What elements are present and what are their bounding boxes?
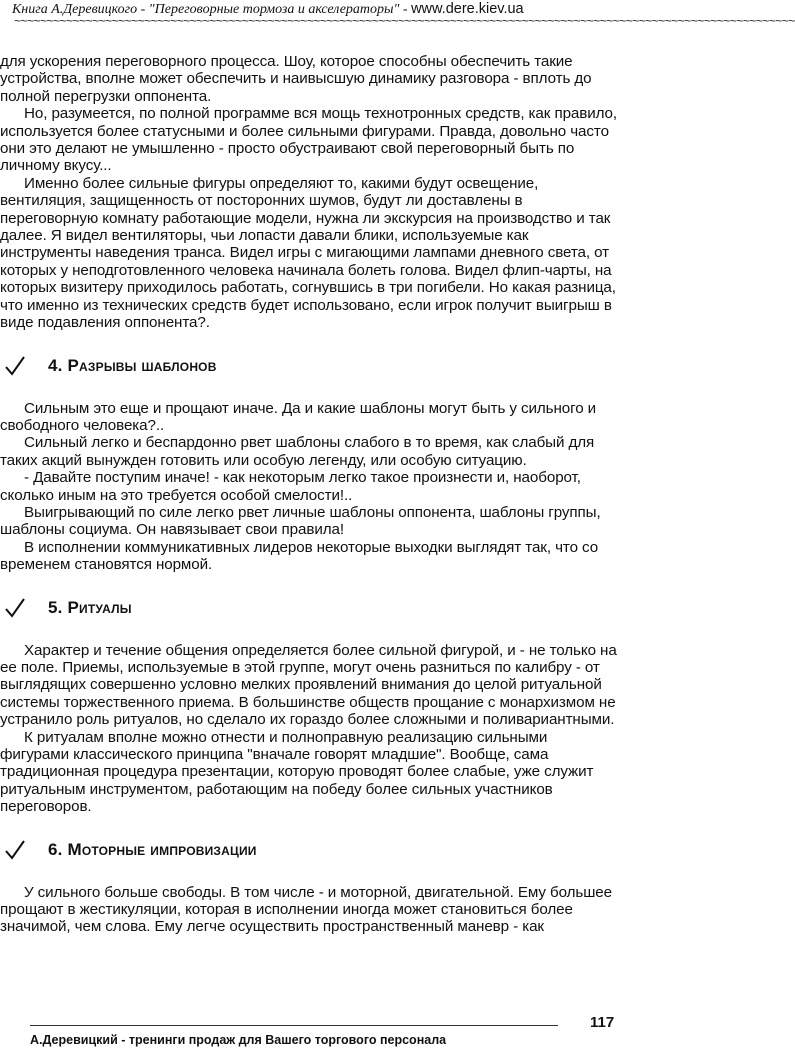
intro-paragraph: Но, разумеется, по полной программе вся мощь технотронных средств, как правило, используется более статусными и более сильными фигурами. Правда, довольно часто они это делают не умышленно - просто обустраивают свой переговорный быть по личному вкусу... bbox=[0, 105, 618, 175]
section-paragraph: Сильный легко и беспардонно рвет шаблоны слабого в то время, как слабый для таких акций вынужден готовить или особую легенду, или особую ситуацию. bbox=[0, 434, 595, 469]
page-number: 117 bbox=[590, 1014, 615, 1031]
section-heading-4 bbox=[0, 346, 618, 386]
section-title: 5. Ритуалы bbox=[48, 597, 132, 617]
body-text bbox=[0, 53, 618, 936]
section-title: 6. Моторные импровизации bbox=[48, 839, 257, 859]
section-paragraph: В исполнении коммуникативных лидеров некоторые выходки выглядят так, что со временем становятся нормой. bbox=[0, 538, 599, 574]
section-paragraph: Сильным это еще и прощают иначе. Да и какие шаблоны могут быть у сильного и свободного человека?.. bbox=[0, 399, 597, 434]
book-title: Книга А.Деревицкого - "Переговорные тормоза и акселераторы" - bbox=[12, 2, 412, 17]
section-paragraph: - Давайте поступим иначе! - как некоторым легко такое произнести и, наоборот, сколько иным на это требуется особой смелости!.. bbox=[0, 469, 581, 504]
intro-paragraph: для ускорения переговорного процесса. Шоу, которое способны обеспечить такие устройства, вполне может обеспечить и наивысшую динамику разговора - вплоть до полной перегрузки оппонента. bbox=[0, 53, 592, 105]
footer-divider bbox=[30, 1025, 558, 1026]
checkmark-icon bbox=[4, 839, 26, 861]
intro-paragraph: Именно более сильные фигуры определяют то, какими будут освещение, вентиляция, защищенность от посторонних шумов, будут ли доставлены в переговорную комнату работающие модели, нужна ли экскурсия на производство и так далее. Я видел вентиляторы, чьи лопасти давали блики, используемые как инструменты наведения транса. Видел игры с мигающими лампами дневного света, от которых у неподготовленного человека начинала болеть голова. Видел флип-чарты, на которых визитеру приходилось работать, согнувшись в три погибели. Но какая разница, что именно из технических средств будет использовано, если игрок получит выигрыш в виде подавления оппонента?. bbox=[0, 174, 616, 332]
section-heading-5 bbox=[0, 588, 618, 628]
section-paragraph: Характер и течение общения определяется более сильной фигурой, и - не только на ее поле. Приемы, используемые в этой группе, могут очень разниться по калибру - от выглядящих совершенно условно мелких проявлений внимания до целой ритуальной системы торжественного приема. В большинстве обществ прощание с монархизмом не устранило роль ритуалов, но сделало их гораздо более сложными и поливариантными. bbox=[0, 641, 617, 729]
checkmark-icon bbox=[4, 597, 26, 619]
section-heading-6 bbox=[0, 830, 618, 870]
section-paragraph: К ритуалам вполне можно отнести и полноправную реализацию сильными фигурами классического принципа "вначале говорят младшие". Вообще, сама традиционная процедура презентации, которую проводят более слабые, уже служит ритуальным инструментом, работающим на победу более сильных участников переговоров. bbox=[0, 728, 594, 816]
site-link[interactable]: www.dere.kiev.ua bbox=[411, 1, 524, 17]
section-paragraph: У сильного больше свободы. В том числе - и моторной, двигательной. Ему большее прощают в жестикуляции, которая в исполнении иногда может становиться более значимой, чем слова. Ему легче осуществить пространственный маневр - как bbox=[0, 883, 612, 936]
checkmark-icon bbox=[4, 355, 26, 377]
section-paragraph: Выигрывающий по силе легко рвет личные шаблоны оппонента, шаблоны группы, шаблоны социума. Он навязывает свои правила! bbox=[0, 503, 601, 539]
footer-text: А.Деревицкий - тренинги продаж для Вашего торгового персонала bbox=[30, 1033, 447, 1047]
header-tilde-rule: ~~~~~~~~~~~~~~~~~~~~~~~~~~~~~~~~~~~~~~~~~~~~~~~~~~~~~~~~~~~~~~~~~~~~~~~~~~~~~~~~~~~~~~~~~~~~~~~~~~~~~~~~~~~~~~~~~~~~~~~~ bbox=[14, 14, 795, 28]
section-title: 4. Разрывы шаблонов bbox=[48, 355, 217, 375]
